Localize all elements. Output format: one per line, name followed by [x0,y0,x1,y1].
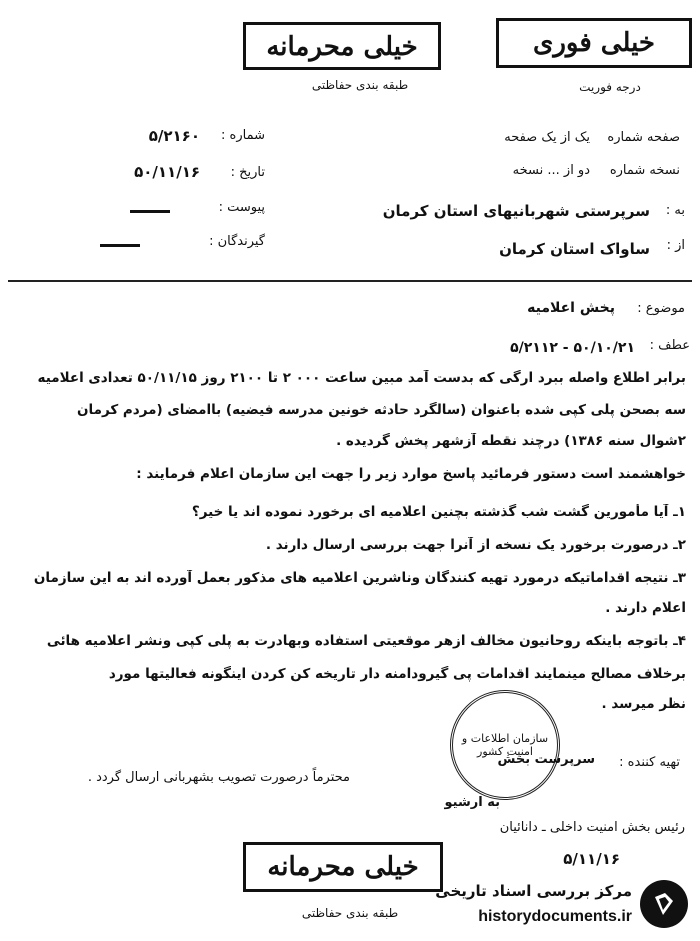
official-seal [450,690,560,800]
page-line-label: صفحه شماره [607,130,680,145]
reference-value: ۵۰/۱۰/۲۱ - ۵/۲۱۱۲ [510,340,635,356]
body-line-1: برابر اطلاع واصله ببرد ارگی که بدست آمد مبین ساعت ۰۰۰ ۲ تا ۲۱۰۰ روز ۵۰/۱۱/۱۵ تعدادی اعلامیه [37,370,686,386]
body-line-5: ۱ـ آیا مأمورین گشت شب گذشته بچنین اعلامیه ای برخورد نموده اند یا خیر؟ [191,504,686,520]
watermark [432,872,694,936]
page-line-value: یک از یک صفحه [504,130,590,145]
subject-label: موضوع : [637,301,685,316]
body-line-9: ۴ـ باتوجه باینکه روحانیون مخالف ازهر موقعیتی استفاده وبهادرت به پلی کپی ونشر اعلامیه هائی [46,633,686,649]
date-label: تاریخ : [230,165,265,180]
number-label: شماره : [221,128,265,143]
number-value: ۵/۲۱۶۰ [148,127,200,145]
body-line-6: ۲ـ درصورت برخورد یک نسخه از آنرا جهت بررسی ارسال دارند . [265,537,686,553]
body-line-4: خواهشمند است دستور فرمائید پاسخ موارد زیر را جهت این سازمان اعلام فرمایند : [136,466,686,482]
to-value: سرپرستی شهربانیهای استان کرمان [382,202,650,220]
body-line-10: برخلاف مصالح مینمایند اقدامات پی گیرودامنه دار تاریخه کن کردن اینگونه فعالیتها مورد [108,666,686,682]
watermark-url: historydocuments.ir [478,908,632,925]
archive-mark: به ارشیو [444,795,500,810]
prepared-label: تهیه کننده : [619,755,680,770]
recipients-dash [100,244,140,247]
bottom-classification-stamp: خیلی محرمانه [243,842,443,892]
bottom-classification-caption: طبقه بندی حفاظتی [301,906,399,920]
body-line-8: اعلام دارند . [605,600,686,616]
subject-value: پخش اعلامیه [527,300,615,316]
priority-stamp: خیلی فوری [496,18,692,68]
reference-label: عطف : [649,338,690,353]
classification-stamp: خیلی محرمانه [243,22,441,70]
head-title: رئیس بخش امنیت داخلی ـ دانائیان [499,820,685,835]
to-label: به : [665,203,685,218]
body-line-7: ۳ـ نتیجه اقداماتیکه درمورد تهیه کنندگان وناشرین اعلامیه های مذکور بعمل آورده اند به این سازمان [33,570,686,586]
watermark-org-name: مرکز بررسی اسناد تاریخی [435,882,632,900]
from-label: از : [666,238,685,253]
from-value: ساواک استان کرمان [499,240,650,258]
handwritten-date: ۵/۱۱/۱۶ [563,850,620,868]
priority-caption: درجه فوریت [579,80,641,94]
prepared-value: سرپرست بخش [497,752,595,767]
attachment-dash [130,210,170,213]
copy-line-label: نسخه شماره [609,163,680,178]
body-line-3: ۲شوال سنه ۱۳۸۶) درچند نقطه آزشهر پخش گردیده . [336,433,686,449]
header-divider [8,280,692,282]
seal-text: سازمان اطلاعات و امنیت کشور [461,732,549,758]
date-value: ۵۰/۱۱/۱۶ [134,163,200,181]
watermark-logo-icon [640,880,688,928]
copy-line-value: دو از ... نسخه [512,163,590,178]
classification-caption: طبقه بندی حفاظتی [311,78,409,92]
respect-note: محترماً درصورت تصویب بشهربانی ارسال گردد . [87,770,350,785]
body-line-11: نظر میرسد . [601,696,686,712]
recipients-label: گیرندگان : [209,234,265,249]
body-line-2: سه بصحن پلی کپی شده باعنوان (سالگرد حادثه خونین مدرسه فیضیه) باامضای (مردم کرمان [77,402,686,418]
attachment-label: پیوست : [218,200,265,215]
